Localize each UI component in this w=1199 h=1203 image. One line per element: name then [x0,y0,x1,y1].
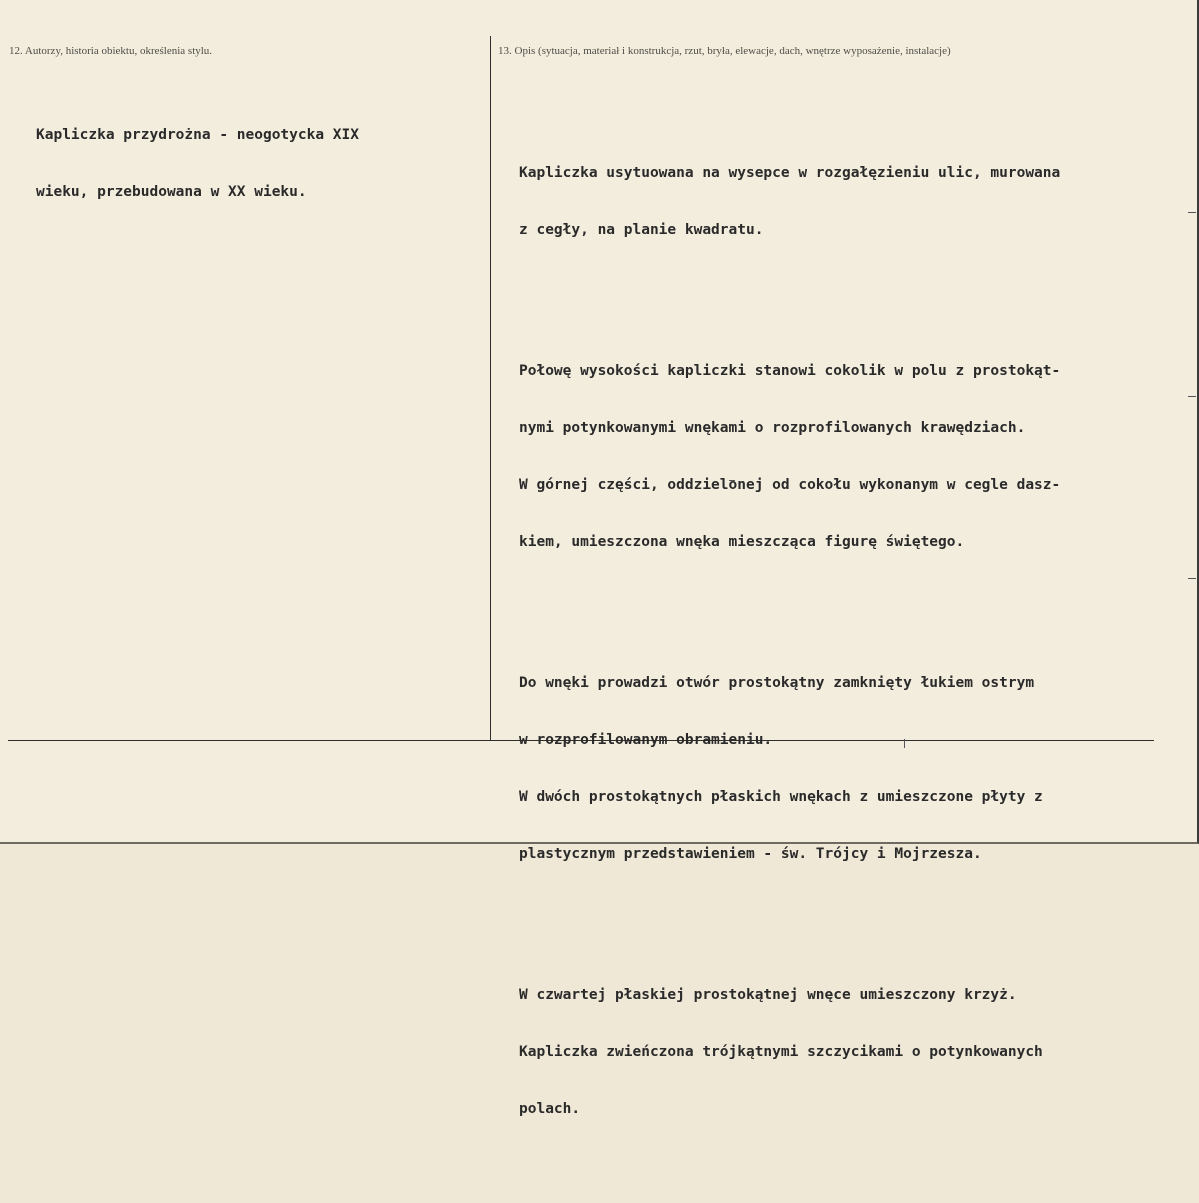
typed-line: kiem, umieszczona wnęka mieszcząca figurę świętego. [519,534,965,550]
typed-line: w rozprofilowanym obramieniu. [519,732,773,748]
field-13-content [519,88,1060,1203]
column-divider [490,36,491,740]
typed-line: Do wnęki prowadzi otwór prostokątny zamknięty łukiem ostrym [519,675,1035,691]
description-paragraph [519,636,1060,902]
description-paragraph [519,126,1060,278]
typed-line: plastycznym przedstawieniem - św. Trójcy i Mojrzesza. [519,846,982,862]
typed-line: polach. [519,1101,581,1117]
typed-line: nymi potynkowanymi wnękami o rozprofilowanych krawędziach. [519,420,1026,436]
margin-tick [1188,396,1196,397]
typed-line: W górnej części, oddzielonej od cokołu wykonanym w cegle dasz- [519,477,1061,493]
typed-line: wieku, przebudowana w XX wieku. [36,184,307,200]
description-paragraph [519,324,1060,590]
typed-line: W czwartej płaskiej prostokątnej wnęce umieszczony krzyż. [519,987,1017,1003]
typed-line: Kapliczka przydrożna - neogotycka XIX [36,127,360,143]
description-paragraph [519,948,1060,1157]
field-12-content [36,88,359,240]
margin-tick [1188,578,1196,579]
field-13-label: 13. Opis (sytuacja, materiał i konstrukcja, rzut, bryła, elewacje, dach, wnętrze wyposażenie, instalacje) [498,45,951,57]
typed-line: Kapliczka zwieńczona trójkątnymi szczycikami o potynkowanych [519,1044,1043,1060]
typed-line: z cegły, na planie kwadratu. [519,222,764,238]
typed-line: Kapliczka usytuowana na wysepce w rozgałęzieniu ulic, murowana [519,165,1061,181]
margin-tick [1188,212,1196,213]
field-12-label: 12. Autorzy, historia obiektu, określenia stylu. [9,45,213,57]
typed-line: Połowę wysokości kapliczki stanowi cokolik w polu z prostokąt- [519,363,1061,379]
typed-line: W dwóch prostokątnych płaskich wnękach z umieszczone płyty z [519,789,1043,805]
